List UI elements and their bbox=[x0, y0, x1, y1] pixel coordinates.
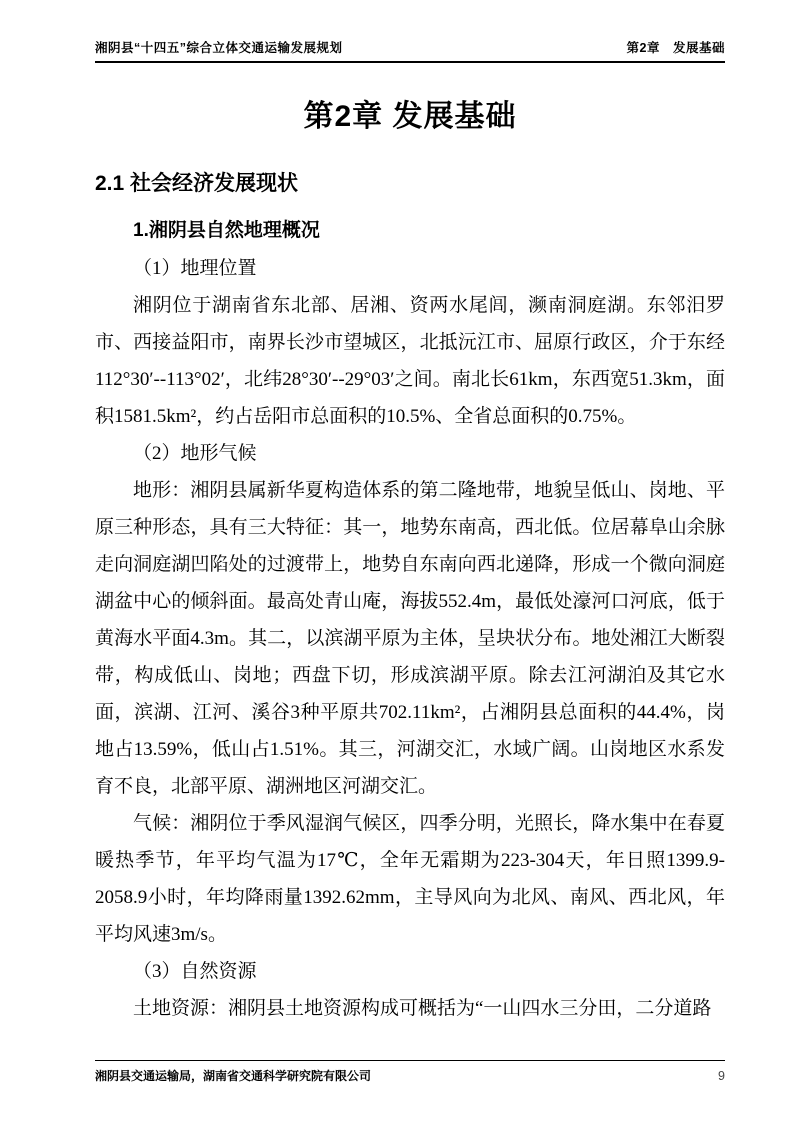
page-number: 9 bbox=[718, 1069, 725, 1083]
header-chapter-label: 第2章 发展基础 bbox=[626, 41, 725, 55]
footer-organization: 湘阴县交通运输局，湖南省交通科学研究院有限公司 bbox=[95, 1069, 372, 1083]
item-label-natural-resources: （3）自然资源 bbox=[133, 961, 257, 982]
subsection-heading: 1.湘阴县自然地理概况 bbox=[133, 220, 320, 241]
section-heading: 2.1 社会经济发展现状 bbox=[95, 172, 299, 195]
item-label-terrain-climate: （2）地形气候 bbox=[133, 443, 257, 464]
item-label-geography: （1）地理位置 bbox=[133, 258, 257, 279]
paragraph-climate: 气候：湘阴位于季风湿润气候区，四季分明，光照长，降水集中在春夏暖热季节，年平均气温为17℃，全年无霜期为223-304天，年日照1399.9-2058.9小时，年均降雨量1392.62mm，主导风向为北风、南风、西北风，年平均风速3m/s。 bbox=[95, 813, 725, 945]
paragraph-terrain: 地形：湘阴县属新华夏构造体系的第二隆地带，地貌呈低山、岗地、平原三种形态，具有三大特征：其一，地势东南高，西北低。位居幕阜山余脉走向洞庭湖凹陷处的过渡带上，地势自东南向西北递降，形成一个微向洞庭湖盆中心的倾斜面。最高处青山庵，海拔552.4m，最低处濠河口河底，低于黄海水平面4.3m。其二，以滨湖平原为主体，呈块状分布。地处湘江大断裂带，构成低山、岗地；西盘下切，形成滨湖平原。除去江河湖泊及其它水面，滨湖、江河、溪谷3种平原共702.11km²，占湘阴县总面积的44.4%，岗地占13.59%，低山占1.51%。其三，河湖交汇，水域广阔。山岗地区水系发育不良，北部平原、湖洲地区河湖交汇。 bbox=[95, 480, 725, 797]
page-header bbox=[95, 38, 725, 63]
paragraph-land-resources: 土地资源：湘阴县土地资源构成可概括为“一山四水三分田，二分道路 bbox=[133, 998, 712, 1019]
page-footer bbox=[95, 1060, 725, 1084]
paragraph-geography: 湘阴位于湖南省东北部、居湘、资两水尾闾，濒南洞庭湖。东邻汨罗市、西接益阳市，南界长沙市望城区，北抵沅江市、屈原行政区，介于东经112°30′--113°02′，北纬28°30′--29°03′之间。南北长61km，东西宽51.3km，面积1581.5km²，约占岳阳市总面积的10.5%、全省总面积的0.75%。 bbox=[95, 295, 725, 427]
chapter-title: 第2章 发展基础 bbox=[303, 100, 517, 133]
header-document-title: 湘阴县“十四五”综合立体交通运输发展规划 bbox=[95, 41, 343, 55]
